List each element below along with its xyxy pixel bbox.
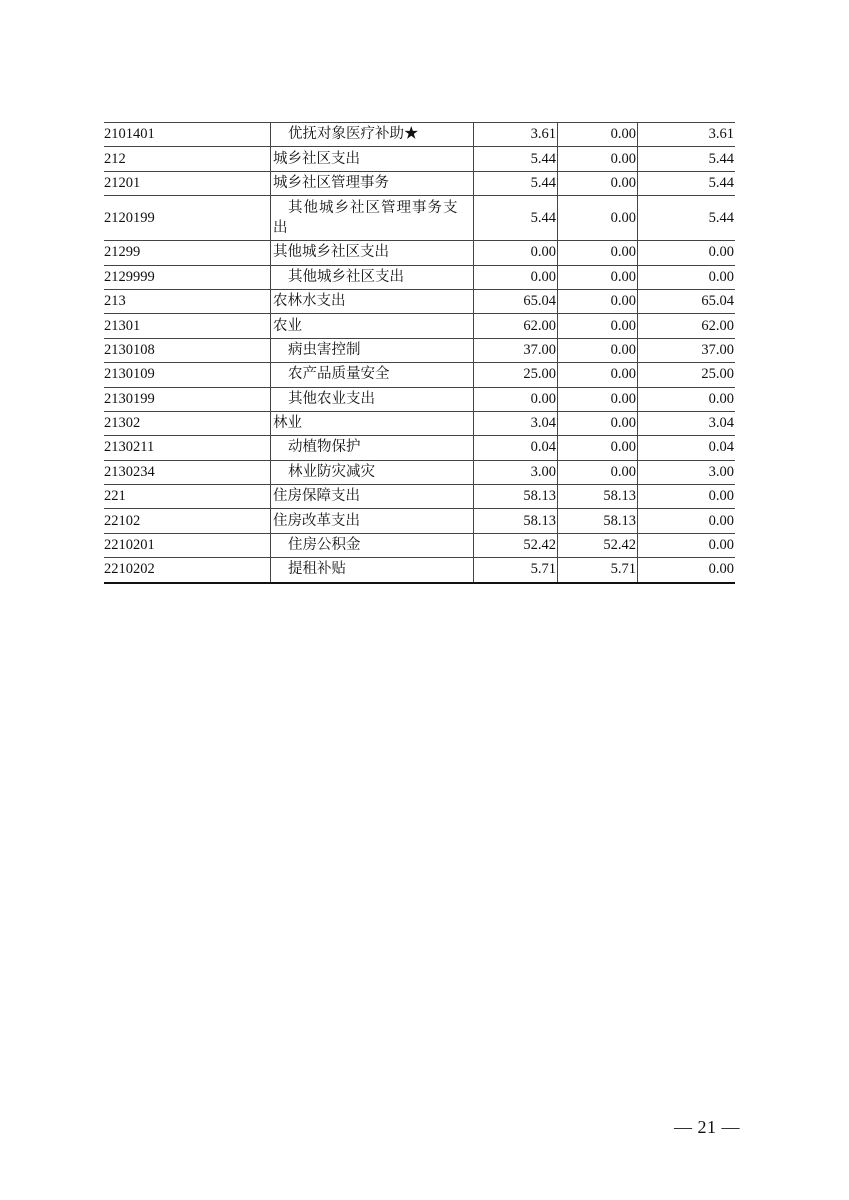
table-row bbox=[104, 289, 735, 313]
row-basic: 0.00 bbox=[558, 363, 638, 387]
row-total: 0.00 bbox=[474, 241, 558, 265]
row-name: 住房保障支出 bbox=[271, 485, 474, 509]
row-basic: 0.00 bbox=[558, 265, 638, 289]
table-row bbox=[104, 241, 735, 265]
row-total: 3.04 bbox=[474, 411, 558, 435]
table-row bbox=[104, 558, 735, 583]
row-code: 2130108 bbox=[104, 338, 271, 362]
table-row bbox=[104, 387, 735, 411]
table-row bbox=[104, 171, 735, 195]
row-total: 0.00 bbox=[474, 387, 558, 411]
row-name: 城乡社区支出 bbox=[271, 147, 474, 171]
row-project: 3.00 bbox=[638, 460, 736, 484]
row-name: 病虫害控制 bbox=[271, 338, 474, 362]
row-code: 21201 bbox=[104, 171, 271, 195]
budget-table bbox=[104, 122, 735, 584]
row-total: 62.00 bbox=[474, 314, 558, 338]
row-total: 58.13 bbox=[474, 509, 558, 533]
row-name: 住房改革支出 bbox=[271, 509, 474, 533]
row-code: 2210202 bbox=[104, 558, 271, 583]
row-basic: 0.00 bbox=[558, 196, 638, 241]
row-name: 农业 bbox=[271, 314, 474, 338]
row-total: 0.04 bbox=[474, 436, 558, 460]
row-name: 农产品质量安全 bbox=[271, 363, 474, 387]
row-basic: 0.00 bbox=[558, 171, 638, 195]
row-project: 0.00 bbox=[638, 387, 736, 411]
row-project: 25.00 bbox=[638, 363, 736, 387]
row-code: 21302 bbox=[104, 411, 271, 435]
table-row bbox=[104, 196, 735, 241]
row-project: 0.00 bbox=[638, 241, 736, 265]
row-code: 2130109 bbox=[104, 363, 271, 387]
row-total: 5.44 bbox=[474, 171, 558, 195]
row-project: 62.00 bbox=[638, 314, 736, 338]
row-name: 林业防灾减灾 bbox=[271, 460, 474, 484]
row-name: 农林水支出 bbox=[271, 289, 474, 313]
row-name: 其他城乡社区支出 bbox=[271, 241, 474, 265]
row-basic: 0.00 bbox=[558, 338, 638, 362]
table-row bbox=[104, 314, 735, 338]
row-code: 212 bbox=[104, 147, 271, 171]
row-project: 37.00 bbox=[638, 338, 736, 362]
row-total: 5.44 bbox=[474, 147, 558, 171]
row-total: 52.42 bbox=[474, 533, 558, 557]
table-row bbox=[104, 363, 735, 387]
row-total: 0.00 bbox=[474, 265, 558, 289]
row-name: 提租补贴 bbox=[271, 558, 474, 583]
row-code: 213 bbox=[104, 289, 271, 313]
table-row bbox=[104, 485, 735, 509]
row-name: 城乡社区管理事务 bbox=[271, 171, 474, 195]
row-total: 25.00 bbox=[474, 363, 558, 387]
row-name-text: 其他城乡社区管理事务支出 bbox=[273, 200, 459, 237]
table-row bbox=[104, 265, 735, 289]
table-row bbox=[104, 533, 735, 557]
row-total: 37.00 bbox=[474, 338, 558, 362]
row-project: 0.00 bbox=[638, 509, 736, 533]
row-total: 65.04 bbox=[474, 289, 558, 313]
row-total: 3.00 bbox=[474, 460, 558, 484]
row-project: 5.44 bbox=[638, 147, 736, 171]
row-project: 65.04 bbox=[638, 289, 736, 313]
row-name: 优抚对象医疗补助★ bbox=[271, 123, 474, 147]
row-project: 0.00 bbox=[638, 265, 736, 289]
table-row bbox=[104, 147, 735, 171]
table-row bbox=[104, 338, 735, 362]
row-project: 3.61 bbox=[638, 123, 736, 147]
row-code: 2129999 bbox=[104, 265, 271, 289]
row-project: 0.00 bbox=[638, 533, 736, 557]
row-code: 2130234 bbox=[104, 460, 271, 484]
row-code: 2210201 bbox=[104, 533, 271, 557]
row-basic: 0.00 bbox=[558, 411, 638, 435]
row-project: 0.00 bbox=[638, 485, 736, 509]
row-name bbox=[271, 196, 474, 241]
row-code: 2130199 bbox=[104, 387, 271, 411]
row-name: 住房公积金 bbox=[271, 533, 474, 557]
row-basic: 0.00 bbox=[558, 387, 638, 411]
row-name: 其他农业支出 bbox=[271, 387, 474, 411]
row-basic: 0.00 bbox=[558, 147, 638, 171]
row-basic: 0.00 bbox=[558, 460, 638, 484]
row-code: 22102 bbox=[104, 509, 271, 533]
row-project: 0.04 bbox=[638, 436, 736, 460]
page-number: — 21 — bbox=[674, 1117, 740, 1137]
row-name: 动植物保护 bbox=[271, 436, 474, 460]
table-row bbox=[104, 436, 735, 460]
table-row bbox=[104, 509, 735, 533]
row-code: 221 bbox=[104, 485, 271, 509]
table-row bbox=[104, 123, 735, 147]
row-code: 21299 bbox=[104, 241, 271, 265]
row-basic: 0.00 bbox=[558, 436, 638, 460]
row-project: 5.44 bbox=[638, 171, 736, 195]
row-name: 林业 bbox=[271, 411, 474, 435]
row-basic: 52.42 bbox=[558, 533, 638, 557]
table-row bbox=[104, 411, 735, 435]
row-name: 其他城乡社区支出 bbox=[271, 265, 474, 289]
row-code: 21301 bbox=[104, 314, 271, 338]
row-project: 5.44 bbox=[638, 196, 736, 241]
row-total: 58.13 bbox=[474, 485, 558, 509]
row-basic: 0.00 bbox=[558, 123, 638, 147]
row-total: 3.61 bbox=[474, 123, 558, 147]
row-project: 0.00 bbox=[638, 558, 736, 583]
row-code: 2101401 bbox=[104, 123, 271, 147]
row-total: 5.44 bbox=[474, 196, 558, 241]
row-basic: 58.13 bbox=[558, 485, 638, 509]
row-code: 2120199 bbox=[104, 196, 271, 241]
row-basic: 0.00 bbox=[558, 241, 638, 265]
row-code: 2130211 bbox=[104, 436, 271, 460]
row-basic: 5.71 bbox=[558, 558, 638, 583]
row-total: 5.71 bbox=[474, 558, 558, 583]
row-project: 3.04 bbox=[638, 411, 736, 435]
table-row bbox=[104, 460, 735, 484]
row-basic: 0.00 bbox=[558, 289, 638, 313]
row-basic: 58.13 bbox=[558, 509, 638, 533]
row-basic: 0.00 bbox=[558, 314, 638, 338]
